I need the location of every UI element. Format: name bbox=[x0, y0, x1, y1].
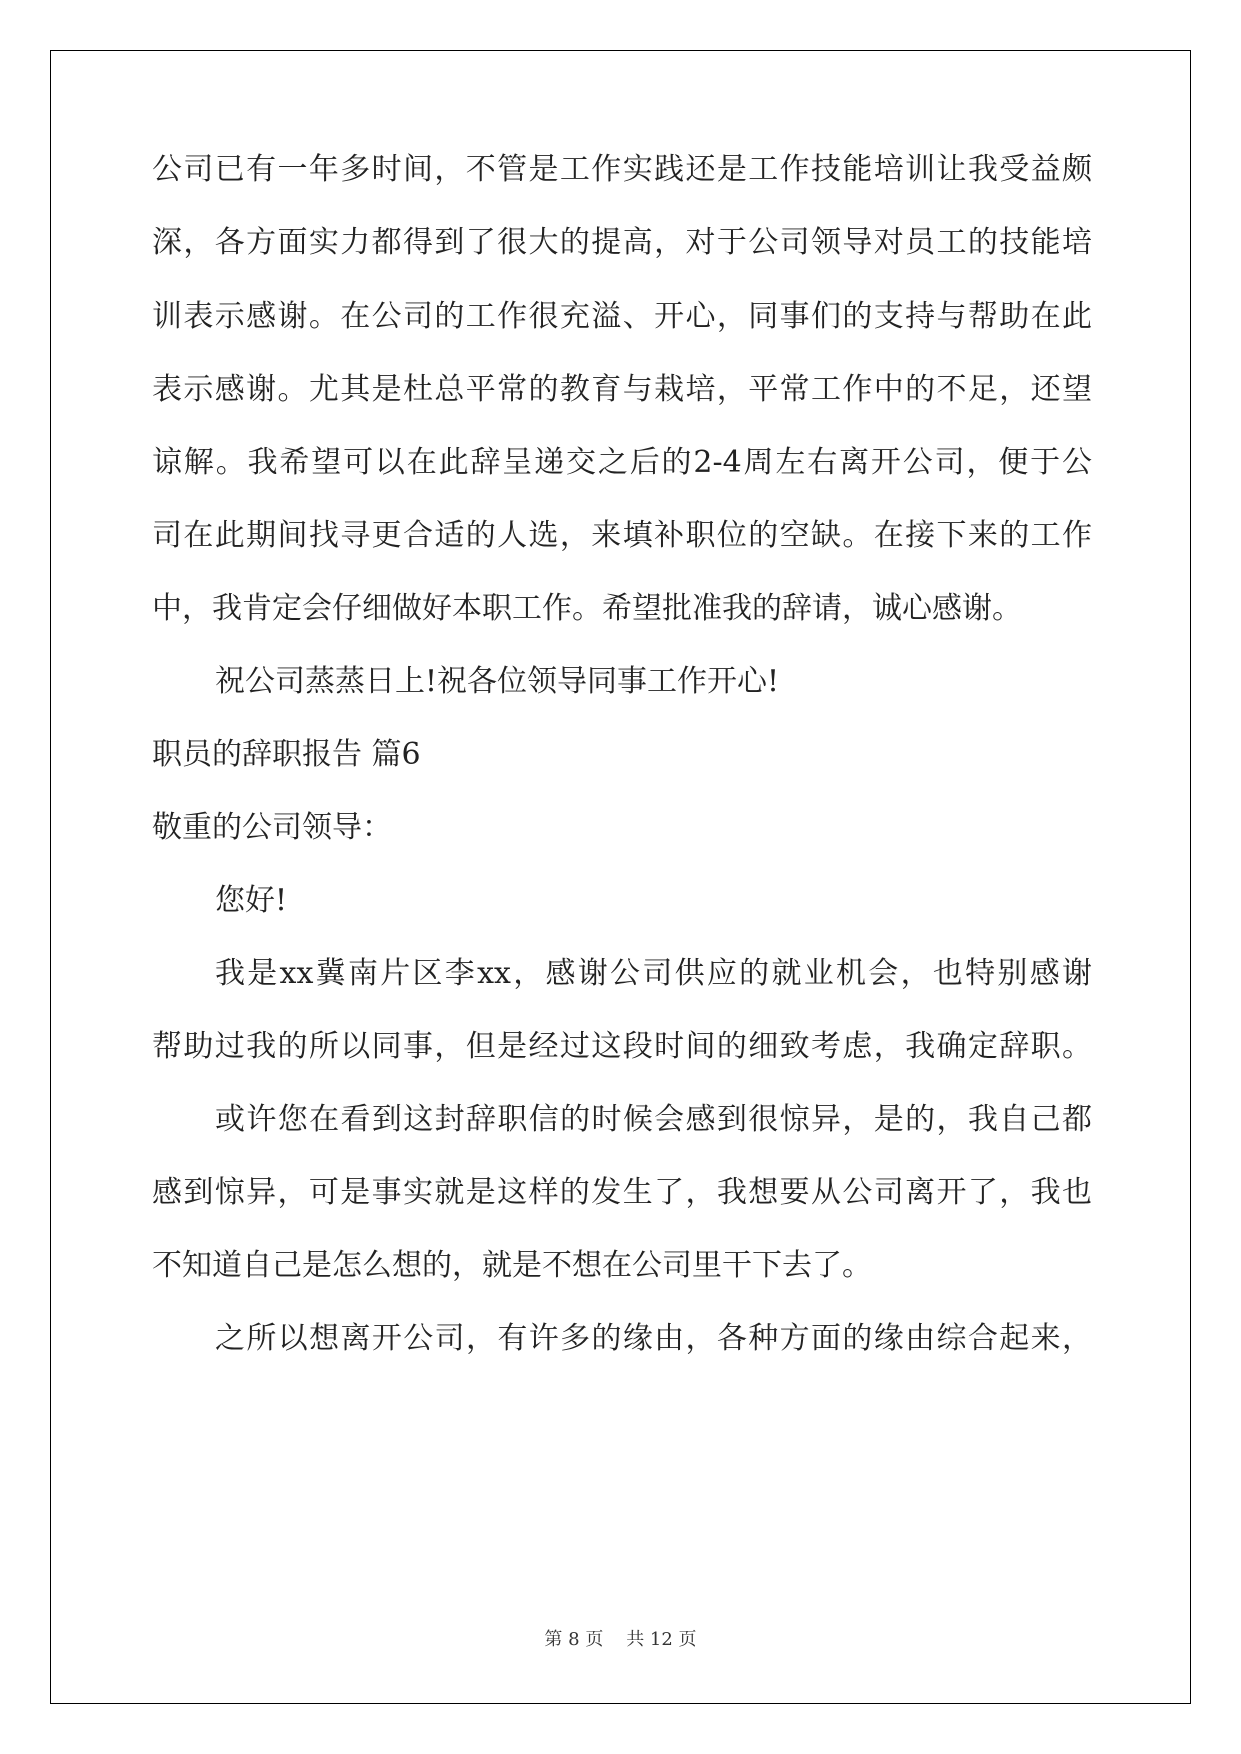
body-line: 训表示感谢。在公司的工作很充溢、开心，同事们的支持与帮助在此 bbox=[152, 299, 1092, 334]
body-line: 或许您在看到这封辞职信的时候会感到很惊异，是的，我自己都 bbox=[215, 1102, 1092, 1137]
body-line: 之所以想离开公司，有许多的缘由，各种方面的缘由综合起来， bbox=[215, 1321, 1092, 1356]
body-line: 深，各方面实力都得到了很大的提高，对于公司领导对员工的技能培 bbox=[152, 225, 1092, 260]
body-line: 谅解。我希望可以在此辞呈递交之后的2-4周左右离开公司，便于公 bbox=[152, 445, 1092, 480]
body-line: 我是xx冀南片区李xx，感谢公司供应的就业机会，也特别感谢 bbox=[215, 956, 1092, 991]
body-line: 祝公司蒸蒸日上!祝各位领导同事工作开心! bbox=[215, 664, 780, 699]
body-line: 表示感谢。尤其是杜总平常的教育与栽培，平常工作中的不足，还望 bbox=[152, 372, 1092, 407]
body-line: 感到惊异，可是事实就是这样的发生了，我想要从公司离开了，我也 bbox=[152, 1175, 1092, 1210]
body-line: 司在此期间找寻更合适的人选，来填补职位的空缺。在接下来的工作 bbox=[152, 518, 1092, 553]
section-heading: 职员的辞职报告 篇6 bbox=[152, 737, 421, 772]
body-line: 中，我肯定会仔细做好本职工作。希望批准我的辞请，诚心感谢。 bbox=[152, 591, 1022, 626]
body-line: 公司已有一年多时间，不管是工作实践还是工作技能培训让我受益颇 bbox=[152, 152, 1092, 187]
salutation: 敬重的公司领导： bbox=[152, 810, 392, 845]
page-number: 第 8 页 共 12 页 bbox=[544, 1629, 697, 1650]
body-line: 帮助过我的所以同事，但是经过这段时间的细致考虑，我确定辞职。 bbox=[152, 1029, 1092, 1064]
body-line: 不知道自己是怎么想的，就是不想在公司里干下去了。 bbox=[152, 1248, 872, 1283]
greeting: 您好! bbox=[215, 883, 288, 918]
